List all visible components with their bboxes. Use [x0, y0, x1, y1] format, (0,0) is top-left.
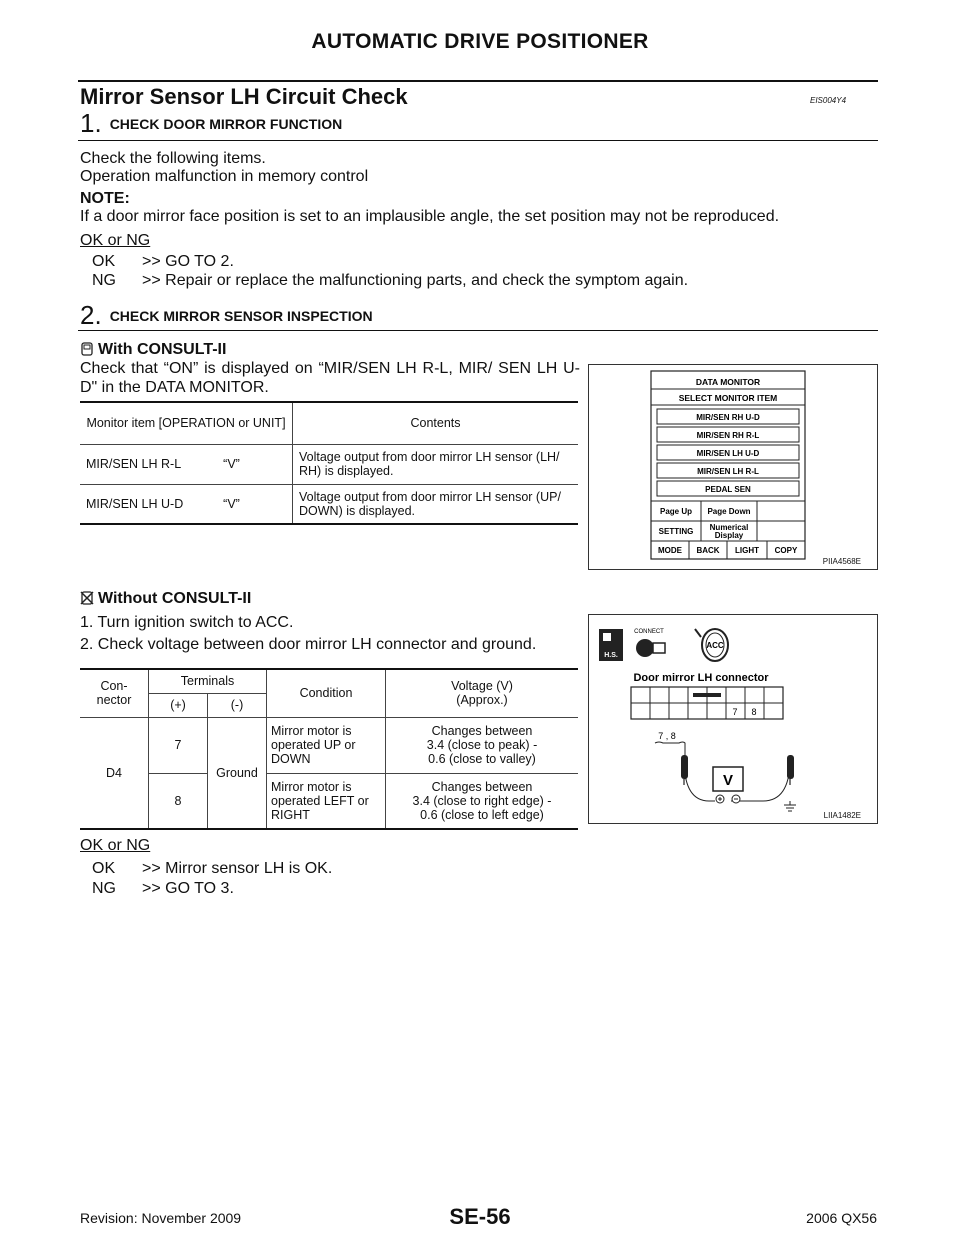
without-consult-heading [80, 590, 251, 608]
with-consult-text: Check that “ON” is displayed on “MIR/SEN LH R-L, MIR/ SEN LH U-D" in the DATA MONITOR. [80, 360, 580, 396]
table-cell: 7 [149, 717, 208, 773]
table-cell: D4 [106, 765, 122, 780]
table-cell: “V” [223, 496, 240, 511]
monitor-item: MIR/SEN RH R-L [696, 431, 760, 440]
ok-result [92, 859, 332, 879]
data-monitor-figure [588, 364, 878, 570]
voltmeter-label: V [722, 772, 734, 789]
numerical-key: Numerical [709, 523, 749, 532]
without-consult-label: Without CONSULT-II [98, 590, 252, 607]
table-row [80, 773, 578, 829]
acc-label: ACC [706, 641, 724, 650]
footer-model: 2006 QX56 [806, 1210, 877, 1226]
no-consult-icon [80, 591, 94, 605]
step-title: CHECK DOOR MIRROR FUNCTION [109, 116, 343, 132]
table-row [80, 484, 578, 524]
consult-tool-icon [80, 342, 94, 356]
page-header-title: AUTOMATIC DRIVE POSITIONER [311, 30, 649, 53]
monitor-subtitle: SELECT MONITOR ITEM [678, 393, 778, 403]
table-row [80, 444, 578, 484]
monitor-item-table [80, 401, 578, 525]
table-cell: Ground [208, 717, 267, 829]
connector-label: Door mirror LH connector [633, 672, 769, 684]
pin-7-label: 7 [732, 707, 738, 717]
harness-side-icon [599, 629, 623, 661]
ng-text: >> Repair or replace the malfunctioning parts, and check the symptom again. [142, 272, 689, 289]
ok-text: >> GO TO 2. [142, 253, 234, 270]
hs-label: H.S. [604, 652, 618, 659]
ok-ng-label: OK or NG [80, 837, 151, 854]
table-cell: Changes between 3.4 (close to right edge) - 0.6 (close to left edge) [386, 773, 579, 829]
divider [78, 330, 878, 331]
table-cell: “V” [223, 457, 240, 471]
step-1-heading [80, 108, 342, 139]
monitor-item: MIR/SEN LH U-D [696, 449, 760, 458]
copy-key: COPY [774, 546, 798, 555]
ng-text: >> GO TO 3. [142, 880, 234, 897]
table-cell: MIR/SEN LH R-L [86, 457, 182, 471]
connector-face [631, 687, 783, 719]
ok-label: OK [92, 253, 116, 270]
light-key: LIGHT [735, 546, 759, 555]
with-consult-heading [80, 341, 226, 359]
ok-text: >> Mirror sensor LH is OK. [142, 860, 333, 877]
table-header-row [80, 402, 578, 444]
ok-ng-label: OK or NG [80, 232, 151, 249]
step-title: CHECK MIRROR SENSOR INSPECTION [109, 308, 373, 324]
ok-label: OK [92, 860, 116, 877]
monitor-item: MIR/SEN RH U-D [696, 413, 760, 422]
data-monitor-screen [589, 365, 877, 569]
table-row [80, 717, 578, 773]
page-down-key: Page Down [707, 507, 751, 516]
back-key: BACK [696, 546, 720, 555]
monitor-title: DATA MONITOR [695, 377, 761, 387]
monitor-item: MIR/SEN LH R-L [697, 467, 759, 476]
note-text: If a door mirror face position is set to an implausible angle, the set position may not be reproduced. [80, 208, 780, 225]
procedure-step: 2. Check voltage between door mirror LH connector and ground. [80, 636, 537, 653]
procedure-step: 1. Turn ignition switch to ACC. [80, 614, 294, 631]
table-header: (-) [208, 693, 267, 717]
section-title: Mirror Sensor LH Circuit Check [80, 84, 408, 109]
table-header: Monitor item [OPERATION or UNIT] [86, 416, 286, 431]
voltage-table [80, 668, 578, 830]
step-number: 1. [80, 108, 102, 138]
connect-icon [634, 629, 665, 657]
step-1-line: Operation malfunction in memory control [80, 168, 369, 185]
section-code: EIS004Y4 [810, 96, 847, 105]
header-rule [78, 80, 878, 82]
table-cell: Voltage output from door mirror LH sensor (LH/ RH) is displayed. [293, 444, 579, 484]
mode-key: MODE [658, 546, 682, 555]
connector-figure [588, 614, 878, 824]
ignition-acc-icon [695, 629, 728, 661]
with-consult-label: With CONSULT-II [98, 341, 227, 358]
probe-terminal-label: 7 , 8 [658, 731, 676, 741]
step-2-heading [80, 300, 373, 331]
ng-label: NG [92, 272, 116, 289]
table-header: Con- nector [96, 679, 132, 708]
table-cell: Mirror motor is operated LEFT or RIGHT [267, 773, 386, 829]
table-header: Voltage (V) (Approx.) [386, 669, 579, 717]
footer-revision: Revision: November 2009 [80, 1210, 242, 1226]
table-header: Condition [267, 669, 386, 717]
step-number: 2. [80, 300, 102, 330]
table-cell: 8 [149, 773, 208, 829]
table-cell: MIR/SEN LH U-D [86, 496, 184, 511]
connector-diagram [589, 615, 877, 823]
divider [78, 140, 878, 141]
table-cell: Voltage output from door mirror LH sensor (UP/ DOWN) is displayed. [293, 484, 579, 524]
table-header: Terminals [149, 669, 267, 693]
table-cell: Changes between 3.4 (close to peak) - 0.6 (close to valley) [386, 717, 579, 773]
figure-id: LIIA1482E [823, 811, 861, 820]
table-header-row [80, 669, 578, 693]
footer-page-number: SE-56 [449, 1204, 511, 1229]
display-key: Display [714, 531, 744, 540]
connect-label: CONNECT [634, 629, 664, 635]
table-header: Contents [293, 402, 579, 444]
ng-result [92, 271, 688, 291]
pin-8-label: 8 [751, 707, 757, 717]
monitor-item: PEDAL SEN [705, 485, 751, 494]
setting-key: SETTING [658, 527, 694, 536]
table-cell: Mirror motor is operated UP or DOWN [267, 717, 386, 773]
figure-id: PIIA4568E [822, 557, 861, 566]
voltmeter-probe-wiring [655, 742, 796, 811]
note-label: NOTE: [80, 190, 130, 207]
table-header: (+) [149, 693, 208, 717]
ng-result [92, 879, 234, 899]
step-1-line: Check the following items. [80, 150, 266, 167]
page-up-key: Page Up [659, 507, 693, 516]
ok-result [92, 252, 234, 272]
ng-label: NG [92, 880, 116, 897]
